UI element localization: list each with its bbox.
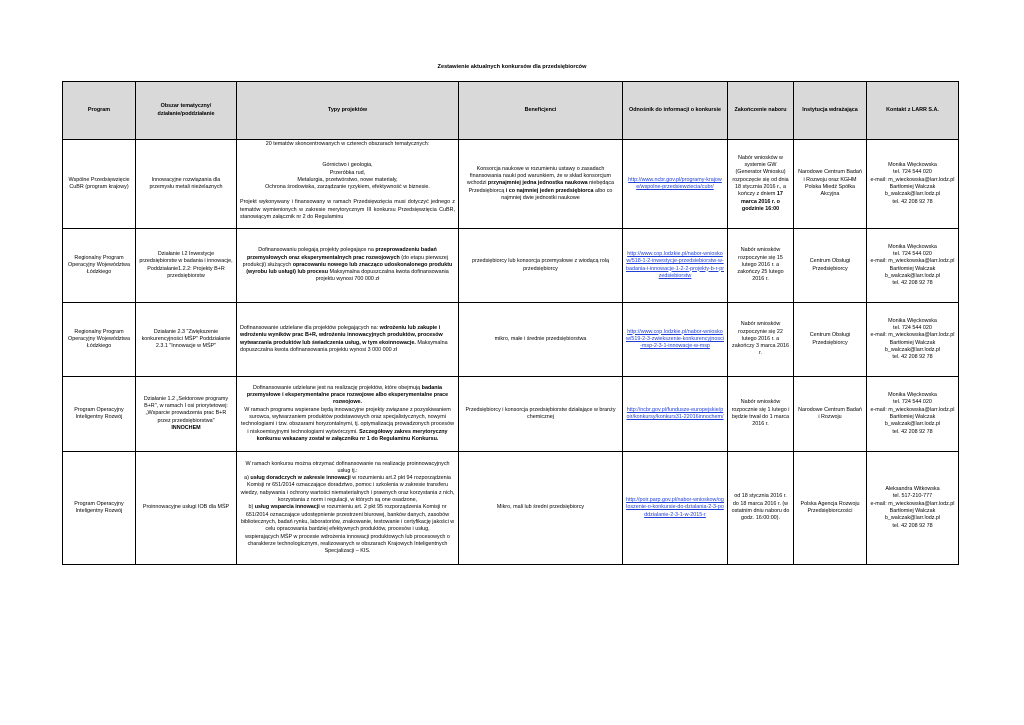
types-text: b) usług wsparcia innowacji w rozumieniu art. 2 pkt 95 rozporządzenia Komisji nr 651/2014 oznaczające udostępnienie przestrzeni biurowej, banków danych, zasobów bibliotecznych, badań rynku, laboratoriów, znakowanie, testowanie i certyfikację jakości w celu opracowania bardziej efektywnych produktów, procesów i usług, bbox=[240, 504, 455, 533]
table-row bbox=[63, 452, 959, 565]
institution-cell: Polska Agencja Rozwoju Przedsiębiorczości bbox=[794, 452, 867, 565]
competition-link[interactable]: http://www.cop.lodzkie.pl/nabor-wnioskow/518-1-2-inwestycje-przedsiebiorstw-w-badania-i-innowacje-1-2-2-projekty-b-r-przedsiebiorstw bbox=[626, 250, 724, 279]
contact-line: b_walczak@larr.lodz.pl bbox=[884, 515, 941, 522]
beneficiaries-cell: Konsorcja naukowe w rozumieniu ustawy o zasadach finansowania nauki pod warunkiem, że w skład konsorcjum wchodzi przynajmniej jedna jednostka naukowa niebędąca Przedsiębiorcą i co najmniej jeden przedsiębiorca albo co najmniej dwie jednostki naukowe bbox=[459, 140, 623, 229]
beneficiaries-cell: Mikro, mali lub średni przedsiębiorcy bbox=[459, 452, 623, 565]
types-text: Projekt wykonywany i finansowany w ramach Przedsięwzięcia musi dotyczyć jednego z tematów wymienionych w zakresie merytorycznym III konkursu Przedsięwzięcia CuBR, stanowiącym załącznik nr 2 do Regulaminu bbox=[240, 199, 455, 221]
header-institution: Instytucja wdrażająca bbox=[794, 82, 867, 140]
end-cell: od 18 stycznia 2016 r. do 18 marca 2016 r. (w ostatnim dniu naboru do godz. 16:00:00). bbox=[728, 452, 794, 565]
contact-line: Monika Więckowska bbox=[888, 243, 937, 250]
contact-line: Bartłomiej Walczak bbox=[889, 414, 936, 420]
link-cell bbox=[623, 303, 728, 377]
contact-line: tel. 724 544 020 bbox=[893, 250, 932, 257]
contact-cell bbox=[867, 452, 959, 565]
contact-line: tel. 724 544 020 bbox=[893, 399, 932, 406]
contact-cell bbox=[867, 140, 959, 229]
end-cell: Nabór wniosków rozpocznie się 1 lutego i będzie trwał do 1 marca 2016 r. bbox=[728, 377, 794, 452]
institution-cell: Narodowe Centrum Badań i Rozwoju oraz KGHM Polska Miedź Spółka Akcyjna bbox=[794, 140, 867, 229]
types-cell bbox=[237, 140, 459, 229]
contact-line: b_walczak@larr.lodz.pl bbox=[884, 421, 941, 428]
types-text: Metalurgia, przetwórstwo, nowe materiały, bbox=[297, 176, 398, 183]
program-cell: Regionalny Program Operacyjny Województwa Łódzkiego bbox=[63, 303, 136, 377]
types-text: a) usług doradczych w zakresie innowacji w rozumieniu art.2 pkt 94 rozporządzenia Komisji nr 651/2014 oznaczające doradztwo, pomoc i szkolenia w zakresie transferu wiedzy, nabywania i ochrony wartości niematerialnych i prawnych oraz korzystania z nich, korzystania z norm i regulacji, w których są one osadzone, bbox=[240, 475, 455, 504]
contact-line: tel. 724 544 020 bbox=[893, 324, 932, 331]
contact-cell bbox=[867, 303, 959, 377]
program-cell: Program Operacyjny Inteligentny Rozwój bbox=[63, 377, 136, 452]
contact-line: Bartłomiej Walczak bbox=[889, 184, 936, 190]
contact-line: tel. 42 208 92 78 bbox=[892, 522, 933, 529]
types-text: W ramach programu wspierane będą innowacyjne projekty związane z pozyskiwaniem surowca, wytwarzaniem produktów podstawowych oraz specjalistycznych, nowymi technologiami i tzw. obszarami horyzontalnymi, tj. optymalizacją prowadzonych procesów i niskoemisyjnymi technologiami wytwórczymi. Szczegółowy zakres merytoryczny konkursu wskazany został w załączniku nr 1 do Regulaminu Konkursu. bbox=[240, 406, 455, 442]
header-contact: Kontakt z LARR S.A. bbox=[867, 82, 959, 140]
contact-line: e-mail: m_wieckowska@larr.lodz.pl bbox=[870, 258, 955, 265]
types-cell: Dofinansowaniu polegają projekty polegające na przeprowadzeniu badań przemysłowych oraz eksperymentalnych prac rozwojowych (do etapu pierwszej produkcji) służących opracowaniu nowego lub znacząco udoskonalonego produktu (wyrobu lub usługi) lub procesu Maksymalna dopuszczalna kwota dofinansowania projektu wynosi 700 000 zł bbox=[237, 229, 459, 303]
link-cell bbox=[623, 140, 728, 229]
area-cell: Działanie 2.3 "Zwiększenie konkurencyjności MŚP" Poddziałanie 2.3.1 "Innowacje w MŚP" bbox=[136, 303, 237, 377]
area-cell: Proinnowacyjne usługi IOB dla MŚP bbox=[136, 452, 237, 565]
end-cell: Nabór wniosków rozpoczynie się 22 lutego 2016 r. a zakończy 3 marca 2016 r. bbox=[728, 303, 794, 377]
types-text: Dofinansowanie udzielane jest na realizację projektów, które obejmują badania przemysłowe i eksperymentalne prace rozwojowe albo eksperymentalne prace rozwojowe. bbox=[246, 384, 449, 406]
header-beneficiaries: Beneficjenci bbox=[459, 82, 623, 140]
header-link: Odnośnik do informacji o konkursie bbox=[623, 82, 728, 140]
contact-line: tel. 42 208 92 78 bbox=[892, 280, 933, 287]
types-text: 20 tematów skoncentrowanych w czterech obszarach tematycznych: bbox=[265, 141, 430, 147]
area-cell: Innowacyjne rozwiązania dla przemysłu metali nieżelaznych bbox=[136, 140, 237, 229]
table-row bbox=[63, 303, 959, 377]
types-text: Ochrona środowiska, zarządzanie ryzykiem, efektywność w biznesie. bbox=[265, 184, 430, 191]
end-cell: Nabór wniosków rozpoczynie się 15 lutego 2016 r. a zakończy 25 lutego 2016 r. bbox=[728, 229, 794, 303]
types-text: Przeróbka rud, bbox=[329, 169, 366, 176]
types-text: wspierających MŚP w procesie wdrożenia innowacji produktowych lub procesowych o charakterze technologicznym, realizowanych w obszarach Krajowych Inteligentnych Specjalizacji – KIS. bbox=[245, 533, 450, 555]
header-end: Zakończenie naboru bbox=[728, 82, 794, 140]
contact-line: b_walczak@larr.lodz.pl bbox=[884, 346, 941, 353]
area-cell: Działanie I.2 Inwestycje przedsiębiorstw w badania i innowacje, Poddziałanie1.2.2: Projekty B+R przedsiębiorstw bbox=[136, 229, 237, 303]
contact-line: b_walczak@larr.lodz.pl bbox=[884, 191, 941, 198]
table-row bbox=[63, 377, 959, 452]
header-row bbox=[63, 82, 959, 140]
contact-line: Aleksandra Witkowska bbox=[885, 486, 940, 493]
contact-line: tel. 517-210-777 bbox=[892, 493, 933, 500]
types-text: Górnictwo i geologia, bbox=[322, 162, 373, 169]
competition-link[interactable]: http://poir.parp.gov.pl/nabor-wnioskow/ogloszenie-o-konkursie-do-dzialania-2-3-poddzialanie-2-3-1-w-2015-r bbox=[626, 497, 724, 518]
contact-line: Monika Więckowska bbox=[888, 392, 937, 399]
competition-link[interactable]: http://ncbr.gov.pl/fundusze-europejskie/poir/konkursy/konkurs31-22016innochem/ bbox=[626, 406, 724, 420]
table-row bbox=[63, 140, 959, 229]
contact-line: tel. 42 208 92 78 bbox=[892, 354, 933, 361]
end-cell: Nabór wniosków w systemie GW (Generator Wniosku) rozpoczęcie się od dnia 18 stycznia 2016 r., a kończy z dniem 17 marca 2016 r. o godzinie 16:00 bbox=[728, 140, 794, 229]
contact-line: tel. 724 544 020 bbox=[893, 169, 932, 176]
types-cell bbox=[237, 377, 459, 452]
contact-line: Bartłomiej Walczak bbox=[889, 265, 936, 272]
page-title: Zestawienie aktualnych konkursów dla przedsiębiorców bbox=[437, 64, 587, 70]
contact-cell bbox=[867, 377, 959, 452]
contact-line: Monika Więckowska bbox=[888, 317, 937, 324]
beneficiaries-cell: przedsiębiorcy lub konsorcja przemysłowe z wiodącą rolą przedsiębiorcy bbox=[459, 229, 623, 303]
contact-line: b_walczak@larr.lodz.pl bbox=[884, 272, 941, 279]
contact-line: tel. 42 208 92 78 bbox=[892, 198, 933, 205]
contact-line: Monika Więckowska bbox=[888, 162, 937, 169]
header-program: Program bbox=[63, 82, 136, 140]
link-cell bbox=[623, 452, 728, 565]
header-area: Obszar tematyczny/ działanie/poddziałanie bbox=[136, 82, 237, 140]
beneficiaries-cell: Przedsiębiorcy i konsorcja przedsiębiorstw działające w branży chemicznej bbox=[459, 377, 623, 452]
competition-link[interactable]: http://www.ncbr.gov.pl/programy-krajowe/wspolne-przedsiewziecia/cubr/ bbox=[628, 176, 722, 190]
beneficiaries-cell: mikro, małe i średnie przedsiębiorstwa bbox=[459, 303, 623, 377]
types-cell bbox=[237, 452, 459, 565]
types-cell: Dofinansowanie udzielane dla projektów polegających na: wdrożeniu lub zakupie i wdrożeniu wyników prac B+R, wdrożeniu innowacyjnych produktów, procesów wytwarzania produktów lub świadczenia usług, w tym ekoinnowacje. Maksymalna dopuszczalna kwota dofinansowania projektu wynosi 3 000 000 zł bbox=[237, 303, 459, 377]
contact-line: e-mail: m_wieckowska@larr.lodz.pl bbox=[870, 332, 955, 339]
contact-cell bbox=[867, 229, 959, 303]
types-text: W ramach konkursu można otrzymać dofinansowanie na realizację proinnowacyjnych usług tj.: bbox=[245, 460, 450, 474]
area-cell: Działanie 1.2 „Sektorowe programy B+R", w ramach I osi priorytetowej: „Wsparcie prowadzenia prac B+R przez przedsiębiorstwa" INNOCHEM bbox=[136, 377, 237, 452]
competitions-table bbox=[62, 81, 959, 565]
contact-line: tel. 42 208 92 78 bbox=[892, 428, 933, 435]
program-cell: Regionalny Program Operacyjny Województwa Łódzkiego bbox=[63, 229, 136, 303]
competition-link[interactable]: http://www.cop.lodzkie.pl/nabor-wnioskow/519-2-3-zwiekszenie-konkurencyjnosci-msp-2-3-1-innowacje-w-msp bbox=[626, 328, 724, 350]
contact-line: e-mail: m_wieckowska@larr.lodz.pl bbox=[870, 406, 955, 413]
link-cell bbox=[623, 377, 728, 452]
institution-cell: Centrum Obsługi Przedsiębiorcy bbox=[794, 303, 867, 377]
program-cell: Program Operacyjny Inteligentny Rozwój bbox=[63, 452, 136, 565]
table-row bbox=[63, 229, 959, 303]
contact-line: Bartłomiej Walczak bbox=[889, 339, 936, 346]
link-cell bbox=[623, 229, 728, 303]
program-cell: Wspólne Przedsięwzięcie CuBR (program krajowy) bbox=[63, 140, 136, 229]
institution-cell: Narodowe Centrum Badań i Rozwoju bbox=[794, 377, 867, 452]
institution-cell: Centrum Obsługi Przedsiębiorcy bbox=[794, 229, 867, 303]
contact-line: Bartłomiej Walczak bbox=[889, 508, 936, 514]
header-types: Typy projektów bbox=[237, 82, 459, 140]
contact-line: e-mail: m_wieckowska@larr.lodz.pl bbox=[870, 500, 955, 507]
contact-line: e-mail: m_wieckowska@larr.lodz.pl bbox=[870, 176, 955, 183]
